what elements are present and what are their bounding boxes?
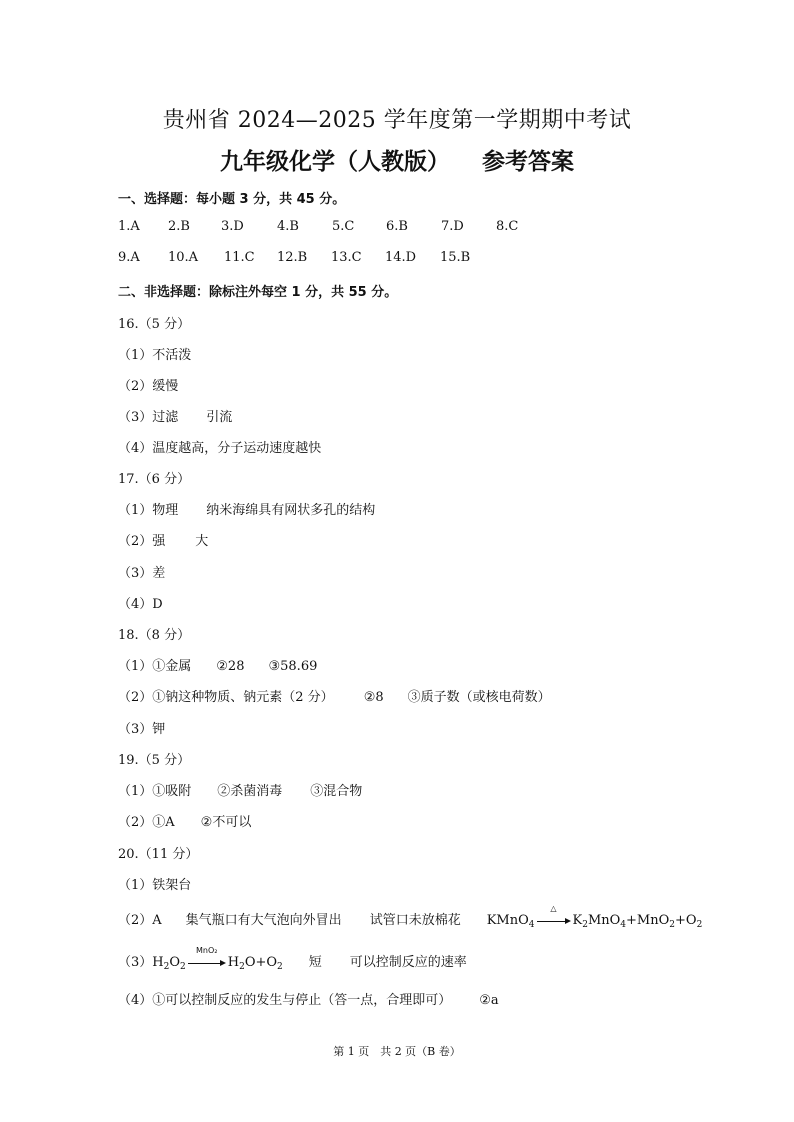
q16-answer-1: （1）不活泼 — [118, 348, 192, 363]
reaction-arrow — [188, 945, 226, 968]
answer-part: ②8 — [363, 690, 384, 705]
section2-heading: 二、非选择题：除标注外每空 1 分，共 55 分。 — [118, 285, 398, 300]
reaction-arrow — [537, 903, 571, 926]
answer-item: 14.D — [385, 250, 417, 265]
answer-part: （2）A — [118, 913, 162, 928]
answer-key-label: 参考答案 — [482, 149, 574, 175]
q16-answer-3 — [118, 406, 232, 425]
answer-part: ③混合物 — [310, 784, 363, 799]
section1-heading: 一、选择题：每小题 3 分，共 45 分。 — [118, 192, 346, 207]
q18-answer-1 — [118, 655, 317, 674]
q17-answer-3: （3）差 — [118, 566, 166, 581]
q20-answer-3 — [118, 945, 467, 972]
answer-item: 1.A — [118, 219, 140, 234]
q16-title: 16.（5 分） — [118, 317, 191, 332]
q17-answer-1 — [118, 499, 375, 518]
q20-answer-2 — [118, 903, 703, 930]
q19-answer-2 — [118, 811, 251, 830]
h2o2-equation: $(3)H_2O_2$ MnO₂ $H_2O+O_2$ — [118, 945, 283, 972]
q17-answer-4: （4）D — [118, 597, 163, 612]
answer-item: 2.B — [168, 219, 190, 234]
answer-part: 集气瓶口有大气泡向外冒出 — [185, 913, 342, 928]
q17-answer-2 — [118, 530, 208, 549]
answer-item: 8.C — [496, 219, 519, 234]
answer-part: （3）过滤 — [118, 410, 179, 425]
answer-item: 6.B — [386, 219, 408, 234]
answer-part: ③质子数（或核电荷数） — [407, 690, 551, 705]
answer-item: 4.B — [277, 219, 299, 234]
answer-item: 7.D — [441, 219, 464, 234]
answer-item: 11.C — [224, 250, 255, 265]
answer-item: 5.C — [332, 219, 355, 234]
answer-part: ②杀菌消毒 — [217, 784, 283, 799]
exam-subtitle — [0, 143, 794, 176]
exam-title: 贵州省 2024—2025 学年度第一学期期中考试 — [162, 108, 632, 133]
q20-answer-4 — [118, 989, 499, 1008]
choice-answers-row-2 — [118, 250, 480, 265]
answer-part: 短 — [308, 955, 322, 970]
q19-title: 19.（5 分） — [118, 753, 191, 768]
q20-answer-1: （1）铁架台 — [118, 878, 192, 893]
q16-answer-2: （2）缓慢 — [118, 379, 179, 394]
answer-part: ③58.69 — [268, 659, 318, 674]
answer-part: （1）物理 — [118, 503, 179, 518]
choice-answers-row-1 — [118, 219, 536, 234]
q18-answer-2 — [118, 686, 551, 705]
answer-part: 试管口未放棉花 — [369, 913, 461, 928]
answer-part: ②不可以 — [200, 815, 252, 830]
answer-item: 3.D — [221, 219, 244, 234]
subject-label: 九年级化学（人教版） — [220, 149, 450, 175]
q16-answer-4: （4）温度越高，分子运动速度越快 — [118, 441, 322, 456]
answer-part: ②28 — [216, 659, 245, 674]
q17-title: 17.（6 分） — [118, 472, 191, 487]
answer-part: ②a — [479, 993, 499, 1008]
answer-part: （2）①钠这种物质、钠元素（2 分） — [118, 690, 334, 705]
answer-item: 12.B — [277, 250, 308, 265]
page-footer: 第 1 页 共 2 页（B 卷） — [333, 1045, 461, 1058]
answer-part: 大 — [195, 534, 209, 549]
answer-item: 9.A — [118, 250, 140, 265]
answer-part: （1）①金属 — [118, 659, 192, 674]
q18-title: 18.（8 分） — [118, 628, 191, 643]
answer-part: （2）强 — [118, 534, 166, 549]
answer-item: 13.C — [331, 250, 362, 265]
answer-part: 可以控制反应的速率 — [349, 955, 467, 970]
answer-item: 15.B — [440, 250, 471, 265]
kmno4-equation: KMnO$_4$ △ $K_2MnO_4+MnO_2+O_2$ — [486, 903, 703, 930]
heat-condition: △ — [550, 903, 557, 913]
q19-answer-1 — [118, 780, 362, 799]
answer-part: 纳米海绵具有网状多孔的结构 — [206, 503, 376, 518]
answer-item: 10.A — [168, 250, 199, 265]
catalyst-condition: MnO₂ — [196, 945, 218, 955]
answer-part: 引流 — [206, 410, 233, 425]
answer-part: （1）①吸附 — [118, 784, 192, 799]
q20-title: 20.（11 分） — [118, 847, 199, 862]
answer-part: （4）①可以控制反应的发生与停止（答一点，合理即可） — [118, 993, 452, 1008]
q18-answer-3: （3）钾 — [118, 722, 166, 737]
answer-part: （2）①A — [118, 815, 175, 830]
